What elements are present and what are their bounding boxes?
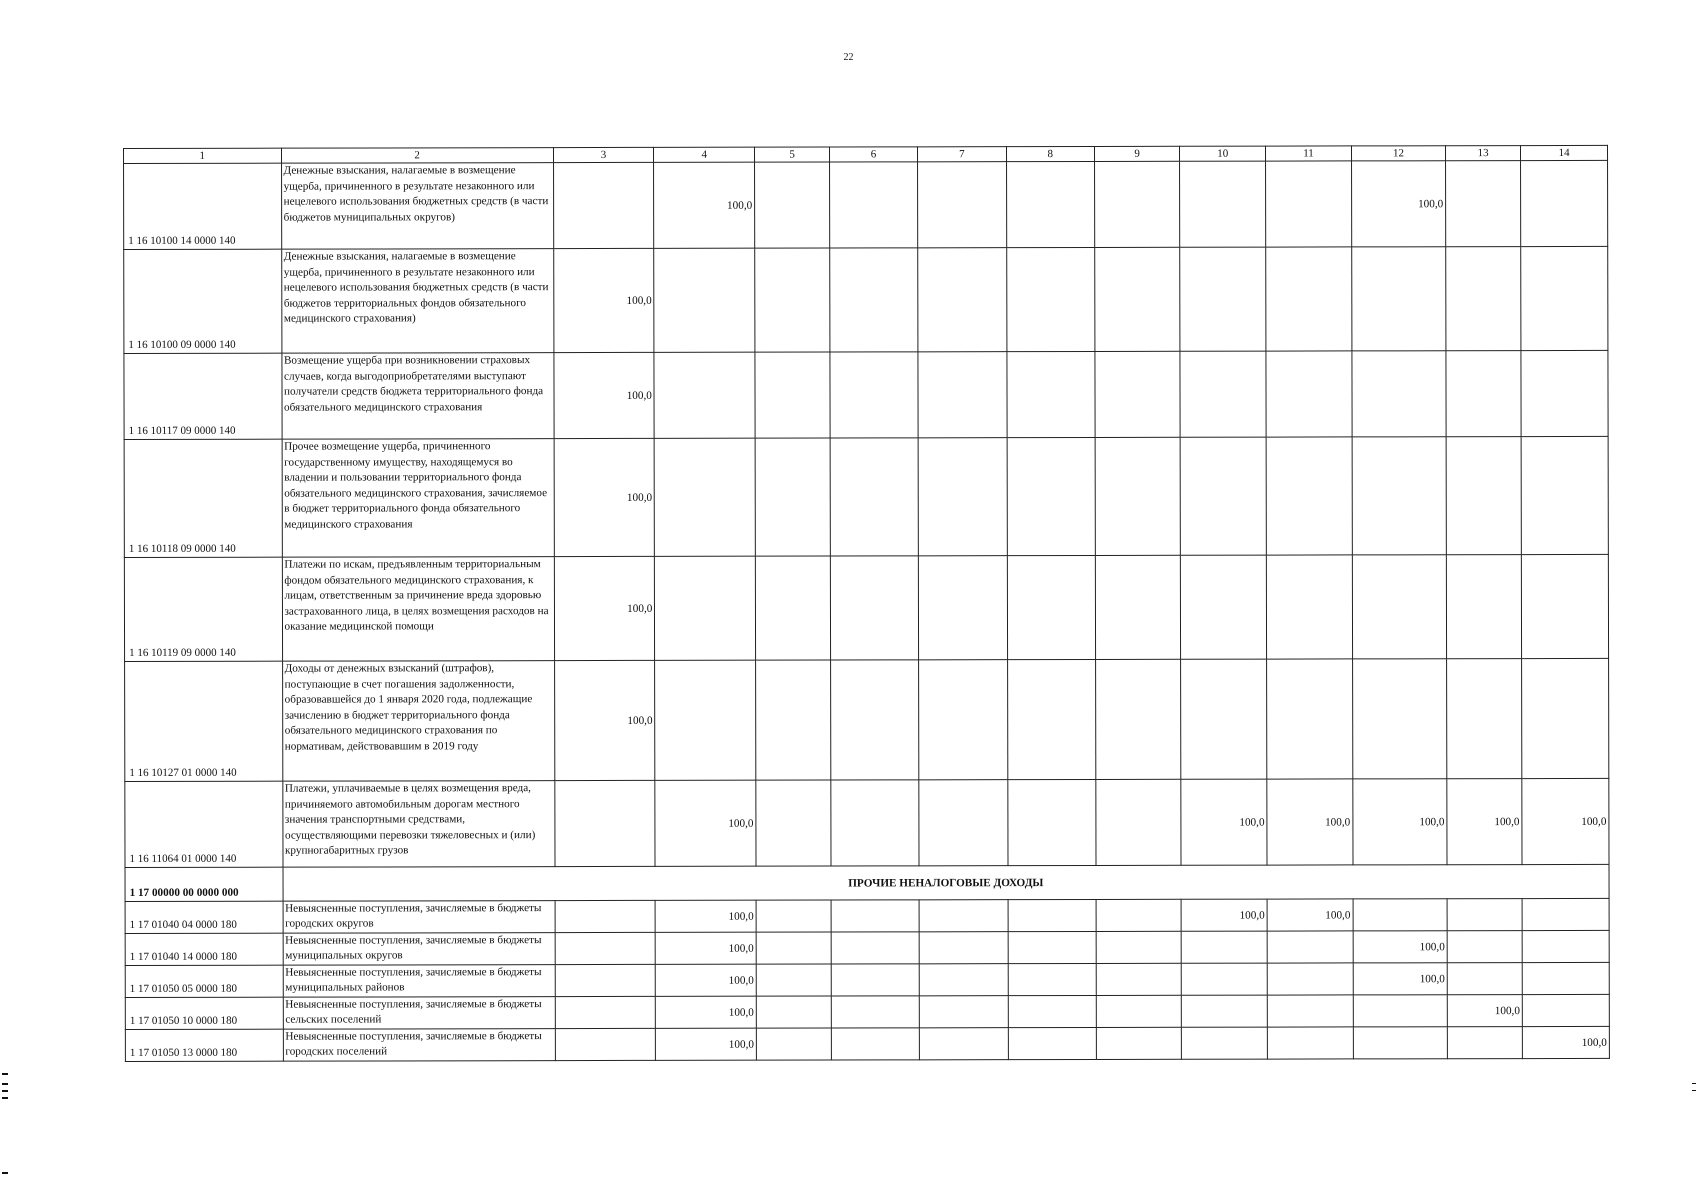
normative-value-cell: 100,0 [1181, 779, 1267, 865]
normative-value-cell: 100,0 [655, 900, 756, 932]
normative-value-cell [755, 248, 830, 352]
normative-value-cell [1446, 555, 1521, 659]
revenue-name: Платежи, уплачиваемые в целях возмещения вреда, причиняемого автомобильным дорогам местного значения транспортными средствами, осуществляющими перевозки тяжеловесных и (или) крупногабаритных грузов [282, 781, 554, 868]
normative-value-cell [1266, 555, 1352, 659]
normative-value-cell [1267, 995, 1353, 1027]
table-row [125, 962, 1609, 997]
normative-value-cell [919, 1028, 1008, 1060]
revenue-code: 1 16 10127 01 0000 140 [125, 661, 283, 781]
header-cell: 1 [124, 148, 282, 163]
normative-value-cell [1447, 659, 1522, 779]
normative-value-cell [1266, 437, 1352, 555]
scan-margin-mark [2, 1097, 8, 1099]
table-row [125, 1026, 1609, 1061]
header-cell: 12 [1351, 146, 1445, 161]
scan-margin-mark [1692, 1083, 1696, 1084]
table-row [125, 994, 1609, 1029]
normative-value-cell: 100,0 [1267, 899, 1353, 931]
normative-value-cell [1096, 899, 1182, 931]
normative-value-cell [1181, 437, 1267, 555]
normative-value-cell [830, 162, 918, 248]
normative-value-cell [831, 780, 919, 866]
normative-value-cell [654, 248, 755, 352]
normative-value-cell [555, 1028, 656, 1060]
revenue-name: Невыясненные поступления, зачисляемые в бюджеты сельских поселений [283, 997, 555, 1030]
normative-value-cell [1182, 931, 1268, 963]
normative-value-cell [755, 556, 830, 660]
revenue-name: Доходы от денежных взысканий (штрафов), поступающие в счет погашения задолженности, образовавшейся до 1 января 2020 года, подлежащие зачислению в бюджет территориального фонда обязательного медицинского страхования по нормативам, действовавшим в 2019 году [282, 661, 554, 782]
normative-value-cell [1180, 161, 1266, 247]
normative-value-cell [1353, 1027, 1447, 1059]
normative-value-cell [1522, 898, 1609, 930]
header-cell: 3 [553, 147, 654, 162]
normative-value-cell [1007, 437, 1095, 555]
normative-value-cell [1008, 995, 1096, 1027]
normative-value-cell: 100,0 [1267, 779, 1353, 865]
normative-value-cell [1180, 351, 1266, 437]
revenue-name: Невыясненные поступления, зачисляемые в бюджеты городских округов [283, 901, 555, 934]
normative-value-cell [756, 660, 831, 780]
normative-value-cell [655, 556, 756, 660]
normative-value-cell [1008, 779, 1096, 865]
scan-margin-mark [2, 1083, 8, 1085]
header-cell: 13 [1446, 146, 1521, 161]
normative-value-cell [1352, 247, 1446, 351]
normative-value-cell [919, 964, 1008, 996]
normative-value-cell [1096, 931, 1182, 963]
header-cell: 9 [1094, 146, 1180, 161]
normative-value-cell [1096, 1027, 1182, 1059]
table-row [125, 658, 1609, 781]
revenue-name: Прочее возмещение ущерба, причиненного государственному имуществу, находящемуся во владении и пользовании территориального фонда обязательного медицинского страхования, зачисляемое в бюджет территориального фонда обязательного медицинского страхования [282, 439, 554, 558]
normative-value-cell [756, 780, 831, 866]
normative-value-cell [1447, 963, 1522, 995]
normative-value-cell [1182, 963, 1268, 995]
normative-value-cell [1095, 555, 1181, 659]
normative-value-cell [555, 964, 656, 996]
revenue-distribution-table-sheet [123, 145, 1610, 1062]
revenue-code: 1 17 01050 10 0000 180 [125, 997, 283, 1029]
normative-value-cell: 100,0 [655, 780, 756, 866]
normative-value-cell [1522, 994, 1609, 1026]
normative-value-cell [830, 556, 918, 660]
revenue-code: 1 17 01040 14 0000 180 [125, 933, 283, 965]
normative-value-cell: 100,0 [1522, 778, 1609, 864]
revenue-code: 1 17 01040 04 0000 180 [125, 901, 283, 933]
normative-value-cell [756, 996, 831, 1028]
normative-value-cell [1521, 554, 1608, 658]
normative-value-cell [1096, 779, 1182, 865]
normative-value-cell [1521, 246, 1608, 350]
normative-value-cell [1096, 963, 1182, 995]
table-body [124, 145, 1610, 1061]
normative-value-cell [1266, 247, 1352, 351]
normative-value-cell [1522, 930, 1609, 962]
normative-value-cell: 100,0 [554, 660, 655, 780]
normative-value-cell [1446, 351, 1521, 437]
normative-value-cell [918, 556, 1007, 660]
normative-value-cell [555, 932, 656, 964]
normative-value-cell: 100,0 [656, 1028, 757, 1060]
normative-value-cell [1353, 995, 1447, 1027]
normative-value-cell: 100,0 [654, 162, 755, 248]
normative-value-cell [918, 248, 1007, 352]
table-row [125, 898, 1609, 933]
table-row [124, 246, 1608, 353]
revenue-name: Денежные взыскания, налагаемые в возмещение ущерба, причиненного в результате незаконного или нецелевого использования бюджетных средств (в части бюджетов муниципальных округов) [281, 163, 553, 250]
normative-value-cell [919, 660, 1008, 780]
normative-value-cell [1266, 161, 1352, 247]
normative-value-cell [831, 996, 919, 1028]
table-row [124, 350, 1608, 439]
normative-value-cell [1522, 658, 1609, 778]
normative-value-cell: 100,0 [554, 438, 655, 556]
normative-value-cell [1008, 931, 1096, 963]
normative-value-cell [1447, 899, 1522, 931]
normative-value-cell [655, 660, 756, 780]
normative-value-cell [1352, 659, 1447, 779]
normative-value-cell [755, 438, 830, 556]
section-title: ПРОЧИЕ НЕНАЛОГОВЫЕ ДОХОДЫ [283, 864, 1610, 901]
normative-value-cell [1446, 247, 1521, 351]
normative-value-cell [1352, 555, 1446, 659]
normative-value-cell [1182, 1027, 1268, 1059]
normative-value-cell [756, 932, 831, 964]
section-code: 1 17 00000 00 0000 000 [125, 867, 283, 901]
header-cell: 11 [1266, 146, 1352, 161]
normative-value-cell [555, 996, 656, 1028]
normative-value-cell [830, 248, 918, 352]
normative-value-cell [756, 1028, 831, 1060]
normative-value-cell [918, 352, 1007, 438]
normative-value-cell [1267, 963, 1353, 995]
normative-value-cell: 100,0 [1353, 931, 1447, 963]
normative-value-cell: 100,0 [1447, 779, 1522, 865]
normative-value-cell: 100,0 [656, 932, 757, 964]
normative-value-cell [1446, 437, 1521, 555]
table-row [125, 778, 1609, 867]
revenue-code: 1 17 01050 05 0000 180 [125, 965, 283, 997]
normative-value-cell [1521, 350, 1608, 436]
table-row [124, 160, 1608, 249]
revenue-code: 1 16 10118 09 0000 140 [124, 439, 282, 557]
normative-value-cell [1521, 436, 1608, 554]
normative-value-cell [1008, 899, 1096, 931]
normative-value-cell [830, 438, 918, 556]
revenue-name: Денежные взыскания, налагаемые в возмещение ущерба, причиненного в результате незаконного или нецелевого использования бюджетных средств (в части бюджетов территориальных фондов обязательного медицинского страхования) [281, 249, 553, 354]
normative-value-cell [1352, 437, 1447, 555]
normative-value-cell [755, 162, 830, 248]
normative-value-cell [831, 932, 919, 964]
revenue-name: Невыясненные поступления, зачисляемые в бюджеты городских поселений [283, 1029, 555, 1062]
header-cell: 5 [755, 147, 830, 162]
normative-value-cell [1352, 351, 1446, 437]
table-row [125, 930, 1609, 965]
header-cell: 14 [1521, 145, 1608, 160]
normative-value-cell [1180, 247, 1266, 351]
normative-value-cell [755, 352, 830, 438]
revenue-code: 1 17 01050 13 0000 180 [125, 1029, 283, 1061]
revenue-name: Невыясненные поступления, зачисляемые в бюджеты муниципальных районов [283, 965, 555, 998]
normative-value-cell [1267, 931, 1353, 963]
table-row [124, 436, 1608, 557]
normative-value-cell [555, 900, 656, 932]
normative-value-cell [1353, 899, 1447, 931]
normative-value-cell [919, 996, 1008, 1028]
revenue-code: 1 16 10119 09 0000 140 [124, 557, 282, 661]
normative-value-cell [1095, 437, 1181, 555]
normative-value-cell: 100,0 [1522, 1026, 1609, 1058]
normative-value-cell [830, 352, 918, 438]
normative-value-cell [831, 1028, 919, 1060]
normative-value-cell [1007, 247, 1095, 351]
normative-value-cell [1181, 555, 1267, 659]
normative-value-cell: 100,0 [1181, 899, 1267, 931]
revenue-name: Платежи по искам, предъявленным территориальным фондом обязательного медицинского страхования, к лицам, ответственным за причинение вреда здоровью застрахованного лица, в целях возмещения расходов на оказание медицинской помощи [282, 557, 554, 662]
normative-value-cell: 100,0 [1353, 963, 1447, 995]
normative-value-cell: 100,0 [554, 556, 655, 660]
normative-value-cell [654, 352, 755, 438]
header-cell: 2 [281, 148, 553, 164]
normative-value-cell [1267, 659, 1353, 779]
normative-value-cell [919, 780, 1008, 866]
revenue-code: 1 16 10100 09 0000 140 [124, 249, 282, 353]
normative-value-cell [1008, 1027, 1096, 1059]
header-cell: 4 [654, 147, 755, 162]
normative-value-cell [756, 900, 831, 932]
scan-margin-mark [2, 1073, 8, 1075]
normative-value-cell [1096, 995, 1182, 1027]
normative-value-cell [1181, 659, 1267, 779]
normative-value-cell [918, 438, 1007, 556]
normative-value-cell [1007, 555, 1095, 659]
normative-value-cell [919, 932, 1008, 964]
normative-value-cell: 100,0 [554, 352, 655, 438]
normative-value-cell [1008, 963, 1096, 995]
normative-value-cell [1447, 931, 1522, 963]
normative-value-cell [1094, 247, 1180, 351]
table-row [124, 554, 1608, 661]
revenue-distribution-table [123, 145, 1610, 1062]
normative-value-cell [1522, 962, 1609, 994]
normative-value-cell [654, 438, 755, 556]
normative-value-cell: 100,0 [1351, 161, 1445, 247]
normative-value-cell [917, 162, 1006, 248]
header-cell: 6 [830, 147, 918, 162]
page-number: 22 [843, 52, 854, 63]
normative-value-cell [1447, 1027, 1522, 1059]
header-cell: 7 [917, 147, 1006, 162]
revenue-code: 1 16 10117 09 0000 140 [124, 353, 282, 439]
normative-value-cell [831, 900, 919, 932]
normative-value-cell [919, 900, 1008, 932]
normative-value-cell: 100,0 [553, 248, 654, 352]
section-header-row [125, 864, 1609, 901]
normative-value-cell [831, 964, 919, 996]
normative-value-cell [1267, 1027, 1353, 1059]
normative-value-cell [554, 780, 655, 866]
normative-value-cell [756, 964, 831, 996]
revenue-name: Возмещение ущерба при возникновении страховых случаев, когда выгодоприобретателями выступают получатели средств бюджета территориального фонда обязательного медицинского страхования [281, 353, 553, 440]
normative-value-cell [1266, 351, 1352, 437]
revenue-code: 1 16 11064 01 0000 140 [125, 781, 283, 867]
normative-value-cell [1446, 161, 1521, 247]
normative-value-cell [1006, 161, 1094, 247]
scan-margin-mark [2, 1090, 8, 1092]
normative-value-cell: 100,0 [1447, 995, 1522, 1027]
revenue-name: Невыясненные поступления, зачисляемые в бюджеты муниципальных округов [283, 933, 555, 966]
normative-value-cell [1521, 160, 1608, 246]
normative-value-cell [1095, 351, 1181, 437]
scan-margin-mark [2, 1172, 8, 1174]
header-cell: 8 [1006, 146, 1094, 161]
normative-value-cell [1007, 351, 1095, 437]
normative-value-cell [1007, 659, 1095, 779]
scan-margin-mark [1692, 1090, 1696, 1091]
normative-value-cell [553, 162, 654, 248]
normative-value-cell [1182, 995, 1268, 1027]
normative-value-cell: 100,0 [656, 964, 757, 996]
header-cell: 10 [1180, 146, 1266, 161]
normative-value-cell: 100,0 [656, 996, 757, 1028]
normative-value-cell [831, 660, 919, 780]
normative-value-cell [1095, 659, 1181, 779]
normative-value-cell: 100,0 [1353, 779, 1447, 865]
revenue-code: 1 16 10100 14 0000 140 [124, 163, 282, 249]
normative-value-cell [1094, 161, 1180, 247]
